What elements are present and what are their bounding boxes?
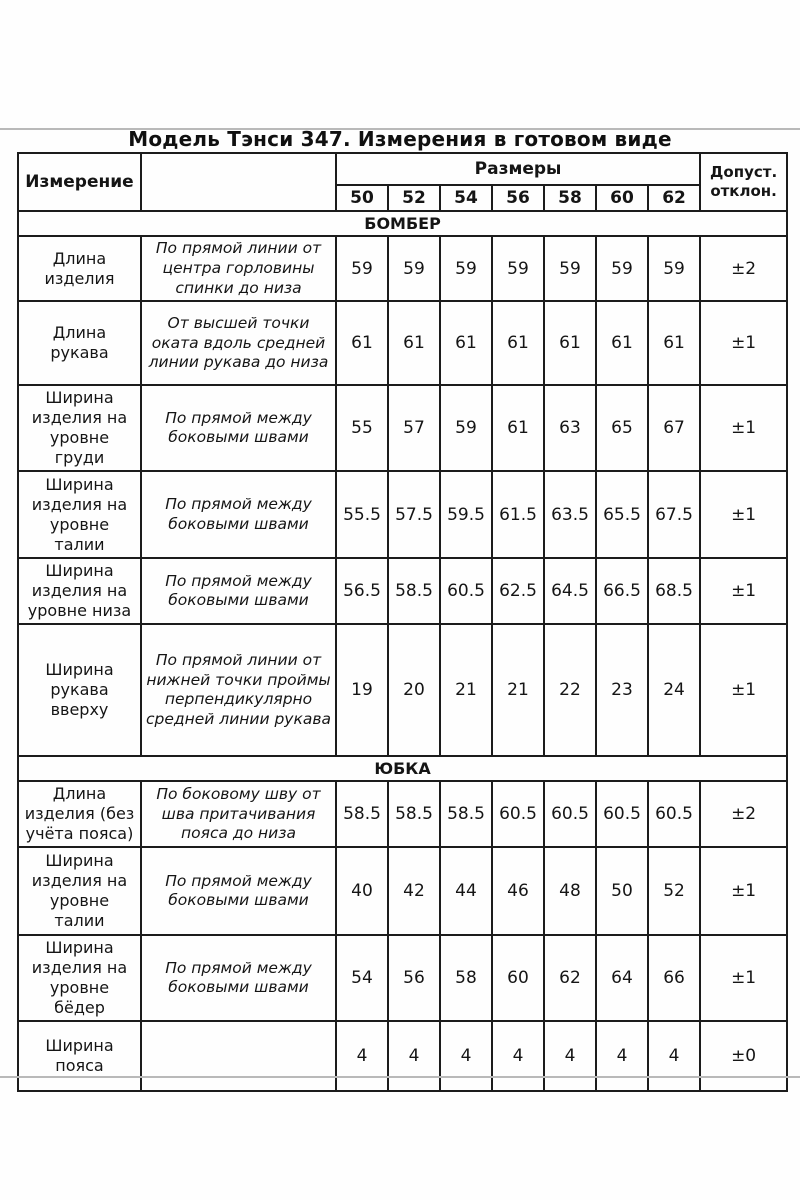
row-value: 63.5	[544, 471, 596, 558]
row-tolerance: ±1	[700, 935, 787, 1021]
row-value: 19	[336, 624, 388, 756]
size-header-58: 58	[544, 185, 596, 211]
row-value: 61	[440, 301, 492, 385]
row-value: 42	[388, 847, 440, 935]
row-value: 57	[388, 385, 440, 471]
row-value: 22	[544, 624, 596, 756]
row-value: 58.5	[336, 781, 388, 847]
row-tolerance: ±2	[700, 781, 787, 847]
table-row	[18, 935, 787, 1021]
row-method: По прямой между боковыми швами	[141, 385, 336, 471]
section-row-yubka	[18, 756, 787, 781]
section-header-bomber: БОМБЕР	[18, 211, 787, 236]
row-value: 55	[336, 385, 388, 471]
row-value: 59	[596, 236, 648, 301]
row-value: 61	[336, 301, 388, 385]
row-value: 4	[440, 1021, 492, 1091]
row-value: 61	[388, 301, 440, 385]
section-row-bomber	[18, 211, 787, 236]
row-value: 59	[648, 236, 700, 301]
row-value: 60.5	[492, 781, 544, 847]
row-value: 54	[336, 935, 388, 1021]
row-value: 48	[544, 847, 596, 935]
row-tolerance: ±0	[700, 1021, 787, 1091]
header-row-1	[18, 153, 787, 185]
row-name: Ширина рукава вверху	[18, 624, 141, 756]
row-name: Ширина изделия на уровне низа	[18, 558, 141, 624]
size-header-52: 52	[388, 185, 440, 211]
row-value: 59	[544, 236, 596, 301]
row-tolerance: ±1	[700, 847, 787, 935]
row-value: 57.5	[388, 471, 440, 558]
row-value: 4	[336, 1021, 388, 1091]
row-value: 58.5	[440, 781, 492, 847]
row-method	[141, 1021, 336, 1091]
table-row	[18, 1021, 787, 1091]
row-method: По прямой между боковыми швами	[141, 847, 336, 935]
measurement-column-header: Измерение	[18, 153, 141, 211]
row-value: 4	[596, 1021, 648, 1091]
size-header-60: 60	[596, 185, 648, 211]
row-value: 65.5	[596, 471, 648, 558]
measurements-table	[17, 152, 788, 1092]
row-value: 61	[596, 301, 648, 385]
row-method: По прямой линии от центра горловины спинки до низа	[141, 236, 336, 301]
row-tolerance: ±1	[700, 385, 787, 471]
row-value: 60	[492, 935, 544, 1021]
row-method: По прямой между боковыми швами	[141, 935, 336, 1021]
row-value: 50	[596, 847, 648, 935]
row-value: 61	[492, 385, 544, 471]
sizes-group-header: Размеры	[336, 153, 700, 185]
row-value: 56.5	[336, 558, 388, 624]
row-method: По прямой линии от нижней точки проймы перпендикулярно средней линии рукава	[141, 624, 336, 756]
row-name: Длина изделия	[18, 236, 141, 301]
row-name: Длина изделия (без учёта пояса)	[18, 781, 141, 847]
table-row	[18, 624, 787, 756]
row-value: 21	[492, 624, 544, 756]
row-value: 64.5	[544, 558, 596, 624]
tolerance-column-header: Допуст. отклон.	[700, 153, 787, 211]
row-value: 66	[648, 935, 700, 1021]
row-value: 64	[596, 935, 648, 1021]
table-row	[18, 471, 787, 558]
row-tolerance: ±2	[700, 236, 787, 301]
row-value: 20	[388, 624, 440, 756]
row-value: 59.5	[440, 471, 492, 558]
row-value: 24	[648, 624, 700, 756]
row-value: 59	[492, 236, 544, 301]
section-header-yubka: ЮБКА	[18, 756, 787, 781]
row-value: 46	[492, 847, 544, 935]
row-value: 58	[440, 935, 492, 1021]
row-method: По прямой между боковыми швами	[141, 471, 336, 558]
row-value: 61.5	[492, 471, 544, 558]
table-row	[18, 558, 787, 624]
row-value: 60.5	[440, 558, 492, 624]
row-value: 60.5	[544, 781, 596, 847]
row-value: 23	[596, 624, 648, 756]
row-value: 59	[336, 236, 388, 301]
row-value: 59	[440, 385, 492, 471]
row-value: 44	[440, 847, 492, 935]
row-tolerance: ±1	[700, 624, 787, 756]
row-name: Ширина изделия на уровне груди	[18, 385, 141, 471]
row-value: 56	[388, 935, 440, 1021]
table-row	[18, 301, 787, 385]
size-header-50: 50	[336, 185, 388, 211]
row-value: 68.5	[648, 558, 700, 624]
row-name: Ширина изделия на уровне талии	[18, 847, 141, 935]
row-value: 4	[492, 1021, 544, 1091]
row-name: Длина рукава	[18, 301, 141, 385]
row-value: 60.5	[648, 781, 700, 847]
row-method: От высшей точки оката вдоль средней линии рукава до низа	[141, 301, 336, 385]
row-value: 61	[492, 301, 544, 385]
row-name: Ширина пояса	[18, 1021, 141, 1091]
row-value: 61	[544, 301, 596, 385]
row-value: 67.5	[648, 471, 700, 558]
table-row	[18, 781, 787, 847]
row-value: 62	[544, 935, 596, 1021]
row-value: 55.5	[336, 471, 388, 558]
row-method: По прямой между боковыми швами	[141, 558, 336, 624]
table-row	[18, 847, 787, 935]
table-row	[18, 236, 787, 301]
row-method: По боковому шву от шва притачивания пояса до низа	[141, 781, 336, 847]
row-tolerance: ±1	[700, 301, 787, 385]
row-name: Ширина изделия на уровне бёдер	[18, 935, 141, 1021]
row-value: 60.5	[596, 781, 648, 847]
row-name: Ширина изделия на уровне талии	[18, 471, 141, 558]
table-row	[18, 385, 787, 471]
row-value: 59	[440, 236, 492, 301]
size-header-62: 62	[648, 185, 700, 211]
row-value: 66.5	[596, 558, 648, 624]
bottom-divider-line	[0, 1076, 800, 1078]
row-tolerance: ±1	[700, 471, 787, 558]
row-value: 52	[648, 847, 700, 935]
row-value: 62.5	[492, 558, 544, 624]
row-value: 21	[440, 624, 492, 756]
row-value: 4	[388, 1021, 440, 1091]
row-value: 65	[596, 385, 648, 471]
page-title: Модель Тэнси 347. Измерения в готовом виде	[128, 127, 672, 151]
row-value: 58.5	[388, 781, 440, 847]
row-value: 61	[648, 301, 700, 385]
method-column-header	[141, 153, 336, 211]
row-value: 58.5	[388, 558, 440, 624]
table-body	[18, 211, 787, 1091]
row-value: 4	[648, 1021, 700, 1091]
row-tolerance: ±1	[700, 558, 787, 624]
row-value: 40	[336, 847, 388, 935]
size-header-54: 54	[440, 185, 492, 211]
row-value: 63	[544, 385, 596, 471]
row-value: 67	[648, 385, 700, 471]
size-header-56: 56	[492, 185, 544, 211]
row-value: 59	[388, 236, 440, 301]
row-value: 4	[544, 1021, 596, 1091]
